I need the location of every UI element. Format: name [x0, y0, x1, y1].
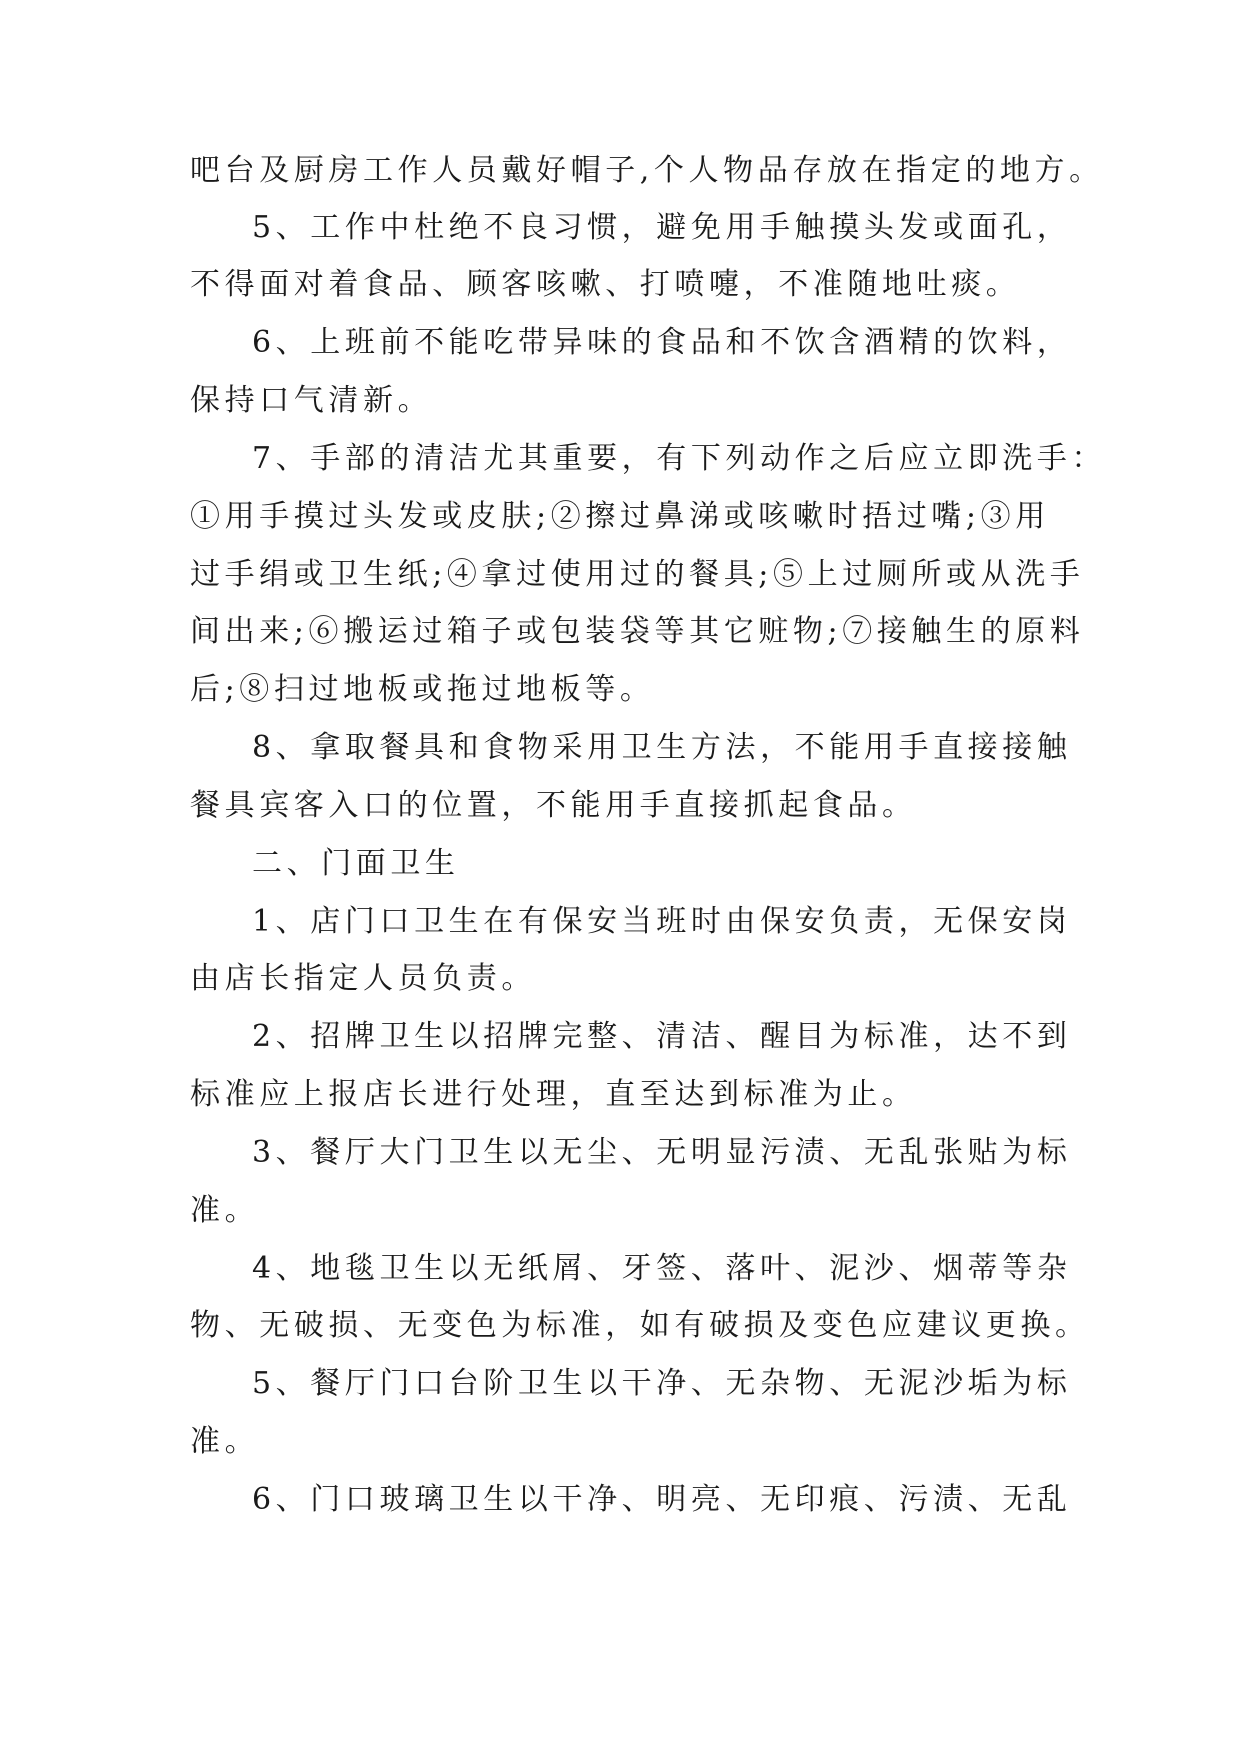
text-line: 标准应上报店长进行处理，直至达到标准为止。: [190, 1077, 917, 1112]
text-line: ①用手摸过头发或皮肤;②擦过鼻涕或咳嗽时捂过嘴;③用: [190, 499, 1050, 534]
text-line: 准。: [190, 1193, 260, 1228]
text-line: 吧台及厨房工作人员戴好帽子,个人物品存放在指定的地方。: [190, 153, 1104, 188]
text-line: 不得面对着食品、顾客咳嗽、打喷嚏，不准随地吐痰。: [190, 267, 1021, 302]
text-line: 保持口气清新。: [190, 383, 433, 418]
text-line: 8、拿取餐具和食物采用卫生方法，不能用手直接接触: [252, 730, 1072, 765]
text-line: 7、手部的清洁尤其重要，有下列动作之后应立即洗手：: [252, 441, 1107, 476]
text-line: 5、工作中杜绝不良习惯，避免用手触摸头发或面孔，: [252, 210, 1072, 245]
text-line: 5、餐厅门口台阶卫生以干净、无杂物、无泥沙垢为标: [252, 1366, 1072, 1401]
text-line: 6、上班前不能吃带异味的食品和不饮含酒精的饮料，: [252, 325, 1072, 360]
text-line: 3、餐厅大门卫生以无尘、无明显污渍、无乱张贴为标: [252, 1135, 1072, 1170]
text-line: 物、无破损、无变色为标准，如有破损及变色应建议更换。: [190, 1308, 1090, 1343]
text-line: 餐具宾客入口的位置，不能用手直接抓起食品。: [190, 788, 917, 823]
text-line: 1、店门口卫生在有保安当班时由保安负责，无保安岗: [252, 904, 1072, 939]
text-line: 4、地毯卫生以无纸屑、牙签、落叶、泥沙、烟蒂等杂: [252, 1251, 1072, 1286]
text-line: 2、招牌卫生以招牌完整、清洁、醒目为标准，达不到: [252, 1019, 1072, 1054]
text-line: 6、门口玻璃卫生以干净、明亮、无印痕、污渍、无乱: [252, 1482, 1072, 1517]
text-line: 后;⑧扫过地板或拖过地板等。: [190, 672, 655, 707]
text-line: 过手绢或卫生纸;④拿过使用过的餐具;⑤上过厕所或从洗手: [190, 557, 1085, 592]
text-line: 准。: [190, 1424, 260, 1459]
text-line: 由店长指定人员负责。: [190, 961, 536, 996]
section-heading: 二、门面卫生: [252, 846, 460, 881]
text-line: 间出来;⑥搬运过箱子或包装袋等其它赃物;⑦接触生的原料: [190, 614, 1085, 649]
